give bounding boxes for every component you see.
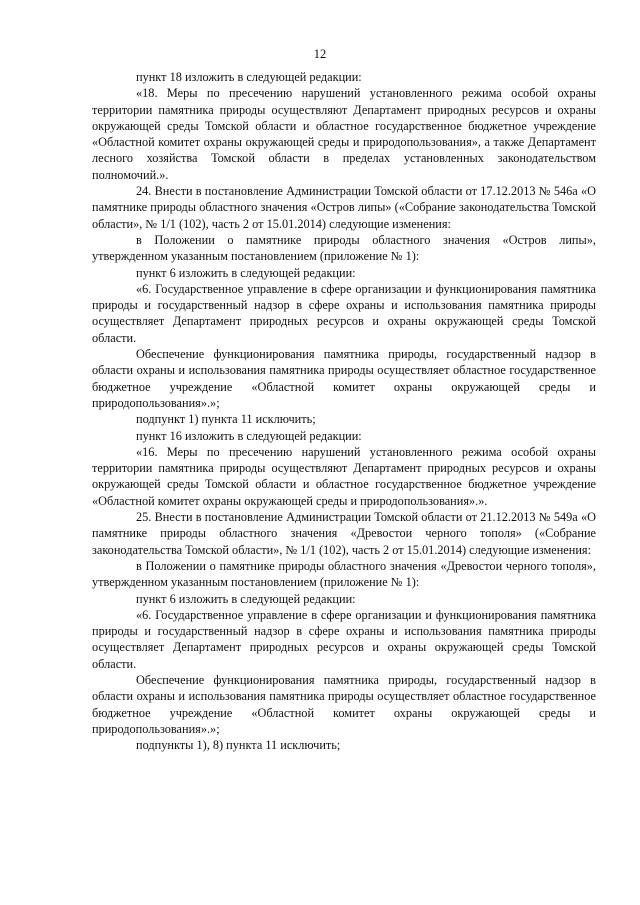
paragraph: Обеспечение функционирования памятника природы, государственный надзор в области охраны и использования памятника природы осуществляет областное государственное бюджетное учреждение «Областной комитет охраны окружающей среды и природопользования».»;	[92, 672, 596, 736]
paragraph: пункт 6 изложить в следующей редакции:	[136, 591, 356, 606]
paragraph: подпункты 1), 8) пункта 11 исключить;	[136, 738, 341, 753]
document-body	[92, 69, 596, 753]
page-number: 12	[313, 47, 327, 61]
paragraph: «18. Меры по пресечению нарушений установленного режима особой охраны территории памятника природы осуществляют Департамент природных ресурсов и охраны окружающей среды Томской области и областное государственное бюджетное учреждение «Областной комитет охраны окружающей среды и природопользования», а также Департамент лесного хозяйства Томской области в пределах установленных законодательством полномочий.».	[92, 86, 596, 182]
paragraph: «6. Государственное управление в сфере организации и функционирования памятника природы и государственный надзор в сфере охраны и использования памятника природы осуществляет Департамент природных ресурсов и охраны окружающей среды Томской области.	[92, 281, 596, 345]
paragraph: «6. Государственное управление в сфере организации и функционирования памятника природы и государственный надзор в сфере охраны и использования памятника природы осуществляет Департамент природных ресурсов и охраны окружающей среды Томской области.	[92, 607, 596, 671]
paragraph: пункт 6 изложить в следующей редакции:	[136, 265, 356, 280]
paragraph: Обеспечение функционирования памятника природы, государственный надзор в области охраны и использования памятника природы осуществляет областное государственное бюджетное учреждение «Областной комитет охраны окружающей среды и природопользования».»;	[92, 347, 596, 410]
paragraph: 24. Внести в постановление Администрации Томской области от 17.12.2013 № 546а «О памятнике природы областного значения «Остров липы» («Собрание законодательства Томской области», № 1/1 (102), часть 2 от 15.01.2014) следующие изменения:	[92, 184, 596, 231]
paragraph: «16. Меры по пресечению нарушений установленного режима особой охраны территории памятника природы осуществляют Департамент природных ресурсов и охраны окружающей среды Томской области и областное государственное бюджетное учреждение «Областной комитет охраны окружающей среды и природопользования».».	[92, 444, 596, 508]
paragraph: 25. Внести в постановление Администрации Томской области от 21.12.2013 № 549а «О памятнике природы областного значения «Древостои черного тополя» («Собрание законодательства Томской области», № 1/1 (102), часть 2 от 15.01.2014) следующие изменения:	[92, 510, 596, 557]
paragraph: пункт 16 изложить в следующей редакции:	[136, 428, 362, 443]
paragraph: пункт 18 изложить в следующей редакции:	[136, 70, 362, 84]
paragraph: в Положении о памятнике природы областного значения «Остров липы», утвержденном указанным постановлением (приложение № 1):	[92, 232, 596, 264]
paragraph: подпункт 1) пункта 11 исключить;	[136, 412, 316, 427]
paragraph: в Положении о памятнике природы областного значения «Древостои черного тополя», утвержденном указанным постановлением (приложение № 1):	[92, 558, 596, 590]
